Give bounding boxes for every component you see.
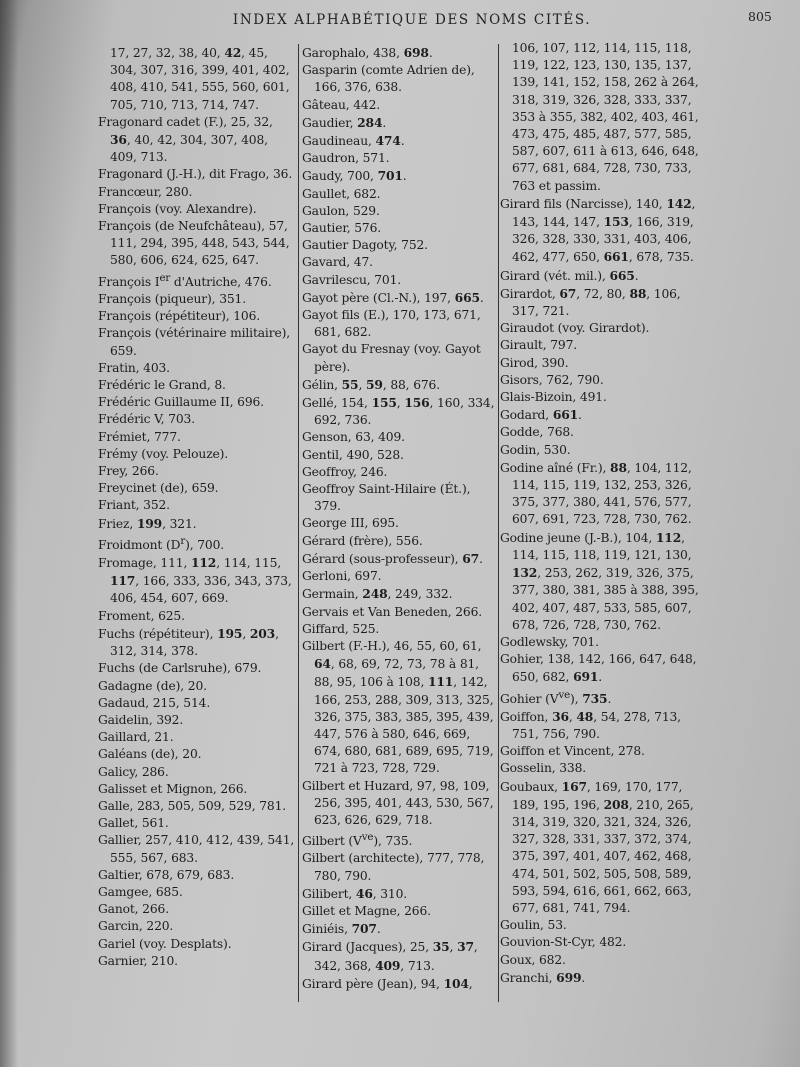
index-entry: Godard, 661. [500, 407, 582, 423]
index-entry: Fuchs (répétiteur), 195, 203, 312, 314, 378. [98, 625, 279, 659]
index-entry: Glais-Bizoin, 491. [500, 390, 607, 405]
index-entry: Girard (Jacques), 25, 35, 37, 342, 368, 409, 713. [302, 939, 478, 973]
index-entry: François (voy. Alexandre). [98, 201, 257, 216]
index-entry: Gouvion-St-Cyr, 482. [500, 935, 627, 950]
index-entry: Gasparin (comte Adrien de), 166, 376, 638. [302, 63, 475, 95]
index-column-3 [500, 40, 700, 987]
index-entry: Girard (vét. mil.), 665. [500, 267, 639, 283]
index-entry: Gamgee, 685. [98, 884, 183, 899]
index-entry: Friez, 199, 321. [98, 515, 197, 531]
index-entry: Girault, 797. [500, 338, 578, 353]
index-entry: Gavrilescu, 701. [302, 272, 402, 287]
index-entry: Gariel (voy. Desplats). [98, 936, 232, 951]
index-entry: Goux, 682. [500, 952, 566, 967]
index-entry: Gaudineau, 474. [302, 133, 405, 149]
index-entry: Geoffroy, 246. [302, 464, 388, 479]
index-entry: Gautier, 576. [302, 221, 382, 236]
index-entry: Gosselin, 338. [500, 761, 587, 776]
index-entry: Garcin, 220. [98, 919, 174, 934]
index-entry: Giniéis, 707. [302, 921, 381, 937]
index-entry: 17, 27, 32, 38, 40, 42, 45, 304, 307, 316, 399, 401, 402, 408, 410, 541, 555, 560, 601, 705, 710, 713, 714, 747. [110, 45, 290, 112]
index-entry: Frémy (voy. Pelouze). [98, 446, 229, 461]
index-entry: Giffard, 525. [302, 621, 380, 636]
page-title: INDEX ALPHABÉTIQUE DES NOMS CITÉS. [232, 12, 592, 28]
index-entry: Galicy, 286. [98, 764, 169, 779]
index-entry: Geoffroy Saint-Hilaire (Ét.), 379. [302, 482, 471, 514]
index-entry: Gayot fils (E.), 170, 173, 671, 681, 682. [302, 308, 481, 340]
page-number: 805 [748, 9, 772, 24]
index-entry: Francœur, 280. [98, 184, 193, 199]
index-entry: Gallet, 561. [98, 816, 169, 831]
index-entry: Gaudy, 700, 701. [302, 168, 407, 184]
index-column-1 [98, 44, 296, 970]
index-entry: Gohier, 138, 142, 166, 647, 648, 650, 682, 691. [500, 652, 697, 685]
index-entry: Gaulon, 529. [302, 203, 380, 218]
index-entry: George III, 695. [302, 516, 399, 531]
index-entry: Frédéric le Grand, 8. [98, 377, 226, 392]
index-entry: François (vétérinaire militaire), 659. [98, 326, 290, 358]
index-entry: Granchi, 699. [500, 969, 586, 985]
index-entry: Fragonard cadet (F.), 25, 32, 36, 40, 42, 304, 307, 408, 409, 713. [98, 114, 273, 165]
index-entry: Galtier, 678, 679, 683. [98, 867, 235, 882]
index-entry: Frédéric Guillaume II, 696. [98, 395, 264, 410]
index-entry: Gaullet, 682. [302, 186, 381, 201]
index-entry: Froidmont $(D^r)$, 700. [98, 534, 225, 552]
index-entry: Friant, 352. [98, 498, 170, 513]
index-entry: Fragonard (J.-H.), dit Frago, 36. [98, 167, 293, 182]
index-entry: Genson, 63, 409. [302, 430, 405, 445]
index-entry: Godine jeune (J.-B.), 104, 112, 114, 115, 118, 119, 121, 130, 132, 253, 262, 319, 326, 375, 377, 380, 381, 385 à 388, 395, 402, 407, 487, 533, 585, 607, 678, 726, 728, 730, 762. [500, 529, 699, 632]
index-entry: Gilbert (architecte), 777, 778, 780, 790. [302, 851, 485, 883]
index-entry: Gérard (frère), 556. [302, 533, 423, 548]
index-entry: Garnier, 210. [98, 953, 178, 968]
index-entry: Frédéric V, 703. [98, 412, 195, 427]
index-entry: Galisset et Mignon, 266. [98, 781, 248, 796]
index-entry: Godlewsky, 701. [500, 634, 599, 649]
index-entry: Gautier Dagoty, 752. [302, 238, 428, 253]
index-entry: Godde, 768. [500, 425, 574, 440]
index-entry: Frémiet, 777. [98, 429, 181, 444]
index-entry: Gohier $(V^{ve})$, 735. [500, 688, 612, 706]
index-entry: Galle, 283, 505, 509, 529, 781. [98, 798, 286, 813]
index-entry: Goulin, 53. [500, 918, 567, 933]
index-entry: Frey, 266. [98, 463, 159, 478]
index-entry: Gillet et Magne, 266. [302, 904, 431, 919]
index-entry: Gaudier, 284. [302, 114, 387, 130]
index-entry: Fromage, 111, 112, 114, 115, 117, 166, 333, 336, 343, 373, 406, 454, 607, 669. [98, 555, 292, 606]
index-entry: François (de Neufchâteau), 57, 111, 294, 395, 448, 543, 544, 580, 606, 624, 625, 647. [98, 219, 290, 268]
column-divider [298, 44, 299, 1002]
index-entry: Goubaux, 167, 169, 170, 177, 189, 195, 196, 208, 210, 265, 314, 319, 320, 321, 324, 326, 327, 328, 331, 337, 372, 374, 375, 397, 401, 407, 462, 468, 474, 501, 502, 505, 508, 589, 593, 594, 616, 661, 662, 663, 677, 681, 741, 794. [500, 778, 694, 916]
index-entry: Gentil, 490, 528. [302, 447, 404, 462]
index-entry: Godin, 530. [500, 442, 571, 457]
index-entry: Gilbert $(V^{ve})$, 735. [302, 831, 413, 849]
index-entry: Gervais et Van Beneden, 266. [302, 604, 483, 619]
index-entry: Gallier, 257, 410, 412, 439, 541, 555, 567, 683. [98, 833, 295, 865]
index-entry: Gilibert, 46, 310. [302, 885, 408, 901]
book-spine-shadow [0, 0, 18, 1067]
index-entry: Gaidelin, 392. [98, 712, 184, 727]
index-entry: Gadaud, 215, 514. [98, 695, 211, 710]
index-entry: Froment, 625. [98, 608, 185, 623]
index-entry: Germain, 248, 249, 332. [302, 586, 453, 602]
index-entry: 106, 107, 112, 114, 115, 118, 119, 122, 123, 130, 135, 137, 139, 141, 152, 158, 262 à 264, 318, 319, 326, 328, 333, 337, 353 à 355, 382, 402, 403, 461, 473, 475, 485, 487, 577, 585, 587, 607, 611 à 613, 646, 648, 677, 681, 684, 728, 730, 733, 763 et passim. [512, 41, 699, 193]
index-entry: Gilbert et Huzard, 97, 98, 109, 256, 395, 401, 443, 530, 567, 623, 626, 629, 718. [302, 778, 494, 827]
index-entry: Gisors, 762, 790. [500, 372, 604, 387]
index-entry: François (répétiteur), 106. [98, 309, 261, 324]
index-entry: Girardot, 67, 72, 80, 88, 106, 317, 721. [500, 285, 681, 319]
index-entry: Gélin, 55, 59, 88, 676. [302, 376, 440, 392]
index-entry: Garophalo, 438, 698. [302, 45, 433, 60]
index-entry: Girod, 390. [500, 355, 569, 370]
index-entry: Galéans (de), 20. [98, 747, 202, 762]
index-entry: Ganot, 266. [98, 902, 169, 917]
index-entry: Girard fils (Narcisse), 140, 142, 143, 144, 147, 153, 166, 319, 326, 328, 330, 331, 403, 406, 462, 477, 650, 661, 678, 735. [500, 195, 696, 265]
index-entry: Godine aîné (Fr.), 88, 104, 112, 114, 115, 119, 132, 253, 326, 375, 377, 380, 441, 576, 577, 607, 691, 723, 728, 730, 762. [500, 459, 692, 527]
index-entry: Goiffon, 36, 48, 54, 278, 713, 751, 756, 790. [500, 708, 681, 742]
index-entry: Gaillard, 21. [98, 730, 174, 745]
index-entry: Gilbert (F.-H.), 46, 55, 60, 61, 64, 68, 69, 72, 73, 78 à 81, 88, 95, 106 à 108, 111, 142, 166, 253, 288, 309, 313, 325, 326, 375, 383, 385, 395, 439, 447, 576 à 580, 646, 669, 674, 680, 681, 689, 695, 719, 721 à 723, 728, 729. [302, 638, 494, 776]
index-entry: Gaudron, 571. [302, 151, 390, 166]
index-entry: François Ier d'Autriche, 476. [98, 271, 272, 289]
index-entry: Gellé, 154, 155, 156, 160, 334, 692, 736. [302, 395, 495, 428]
index-entry: Goiffon et Vincent, 278. [500, 744, 645, 759]
index-entry: Girard père (Jean), 94, 104, [302, 975, 473, 991]
index-entry: Freycinet (de), 659. [98, 481, 219, 496]
index-entry: Gérard (sous-professeur), 67. [302, 550, 483, 566]
index-entry: Fratin, 403. [98, 360, 170, 375]
index-entry: Gâteau, 442. [302, 97, 381, 112]
index-entry: Gadagne (de), 20. [98, 678, 207, 693]
index-entry: Gavard, 47. [302, 255, 373, 270]
index-entry: Gayot du Fresnay (voy. Gayot père). [302, 342, 481, 374]
index-entry: Giraudot (voy. Girardot). [500, 321, 650, 336]
index-entry: Gerloni, 697. [302, 569, 382, 584]
index-column-2 [302, 44, 498, 993]
column-divider [498, 44, 499, 1002]
index-entry: Fuchs (de Carlsruhe), 679. [98, 661, 262, 676]
index-entry: Gayot père (Cl.-N.), 197, 665. [302, 289, 484, 305]
index-entry: François (piqueur), 351. [98, 291, 246, 306]
